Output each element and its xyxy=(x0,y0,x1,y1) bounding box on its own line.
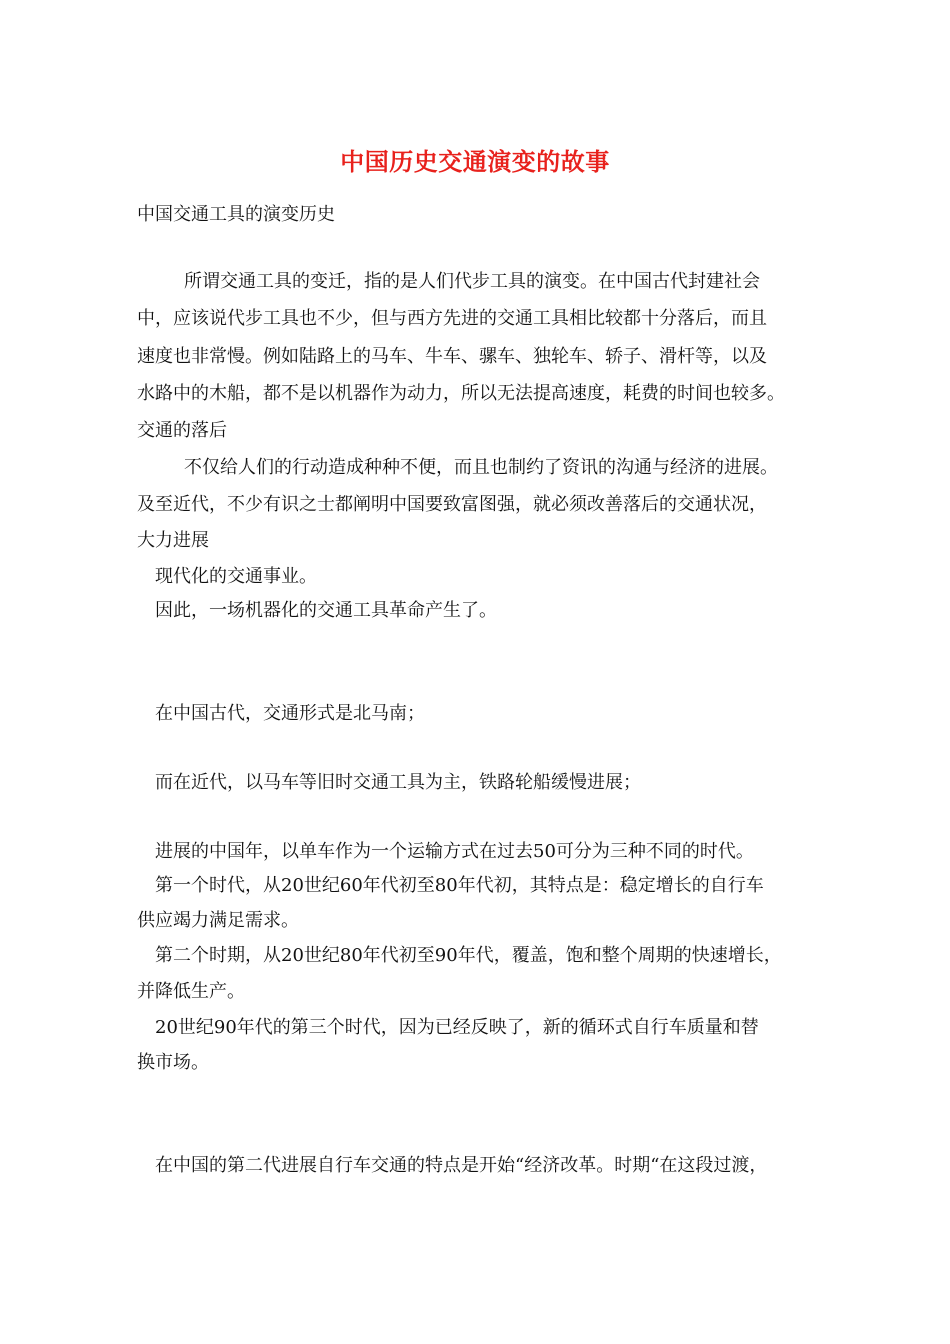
paragraph-line: 在中国古代，交通形式是北马南； xyxy=(155,703,425,724)
paragraph-line: 及至近代，不少有识之士都阐明中国要致富图强，就必须改善落后的交通状况， xyxy=(137,494,767,515)
paragraph-line: 大力进展 xyxy=(137,530,209,551)
paragraph-line: 因此，一场机器化的交通工具革命产生了。 xyxy=(155,600,497,621)
paragraph-line: 而在近代，以马车等旧时交通工具为主，铁路轮船缓慢进展； xyxy=(155,772,641,793)
paragraph-line: 并降低生产。 xyxy=(137,981,245,1002)
paragraph-line: 20世纪90年代的第三个时代，因为已经反映了，新的循环式自行车质量和替 xyxy=(155,1017,759,1038)
paragraph-line: 在中国的第二代进展自行车交通的特点是开始“经济改革。时期“在这段过渡， xyxy=(155,1155,768,1176)
paragraph-line: 供应竭力满足需求。 xyxy=(137,910,299,931)
paragraph-line: 第二个时期，从20世纪80年代初至90年代，覆盖，饱和整个周期的快速增长， xyxy=(155,945,782,966)
paragraph-line: 不仅给人们的行动造成种种不便，而且也制约了资讯的沟通与经济的进展。 xyxy=(184,457,778,478)
paragraph-line: 所谓交通工具的变迁，指的是人们代步工具的演变。在中国古代封建社会 xyxy=(184,271,760,292)
paragraph-line: 进展的中国年，以单车作为一个运输方式在过去50可分为三种不同的时代。 xyxy=(155,841,754,862)
document-title: 中国历史交通演变的故事 xyxy=(340,147,610,176)
section-heading: 中国交通工具的演变历史 xyxy=(137,204,335,225)
paragraph-line: 水路中的木船，都不是以机器作为动力，所以无法提高速度，耗费的时间也较多。 xyxy=(137,383,785,404)
paragraph-line: 交通的落后 xyxy=(137,420,227,441)
paragraph-line: 换市场。 xyxy=(137,1052,209,1073)
paragraph-line: 中，应该说代步工具也不少，但与西方先进的交通工具相比较都十分落后，而且 xyxy=(137,308,767,329)
paragraph-line: 速度也非常慢。例如陆路上的马车、牛车、骡车、独轮车、轿子、滑杆等，以及 xyxy=(137,346,767,367)
paragraph-line: 现代化的交通事业。 xyxy=(155,566,317,587)
paragraph-line: 第一个时代，从20世纪60年代初至80年代初，其特点是：稳定增长的自行车 xyxy=(155,875,764,896)
